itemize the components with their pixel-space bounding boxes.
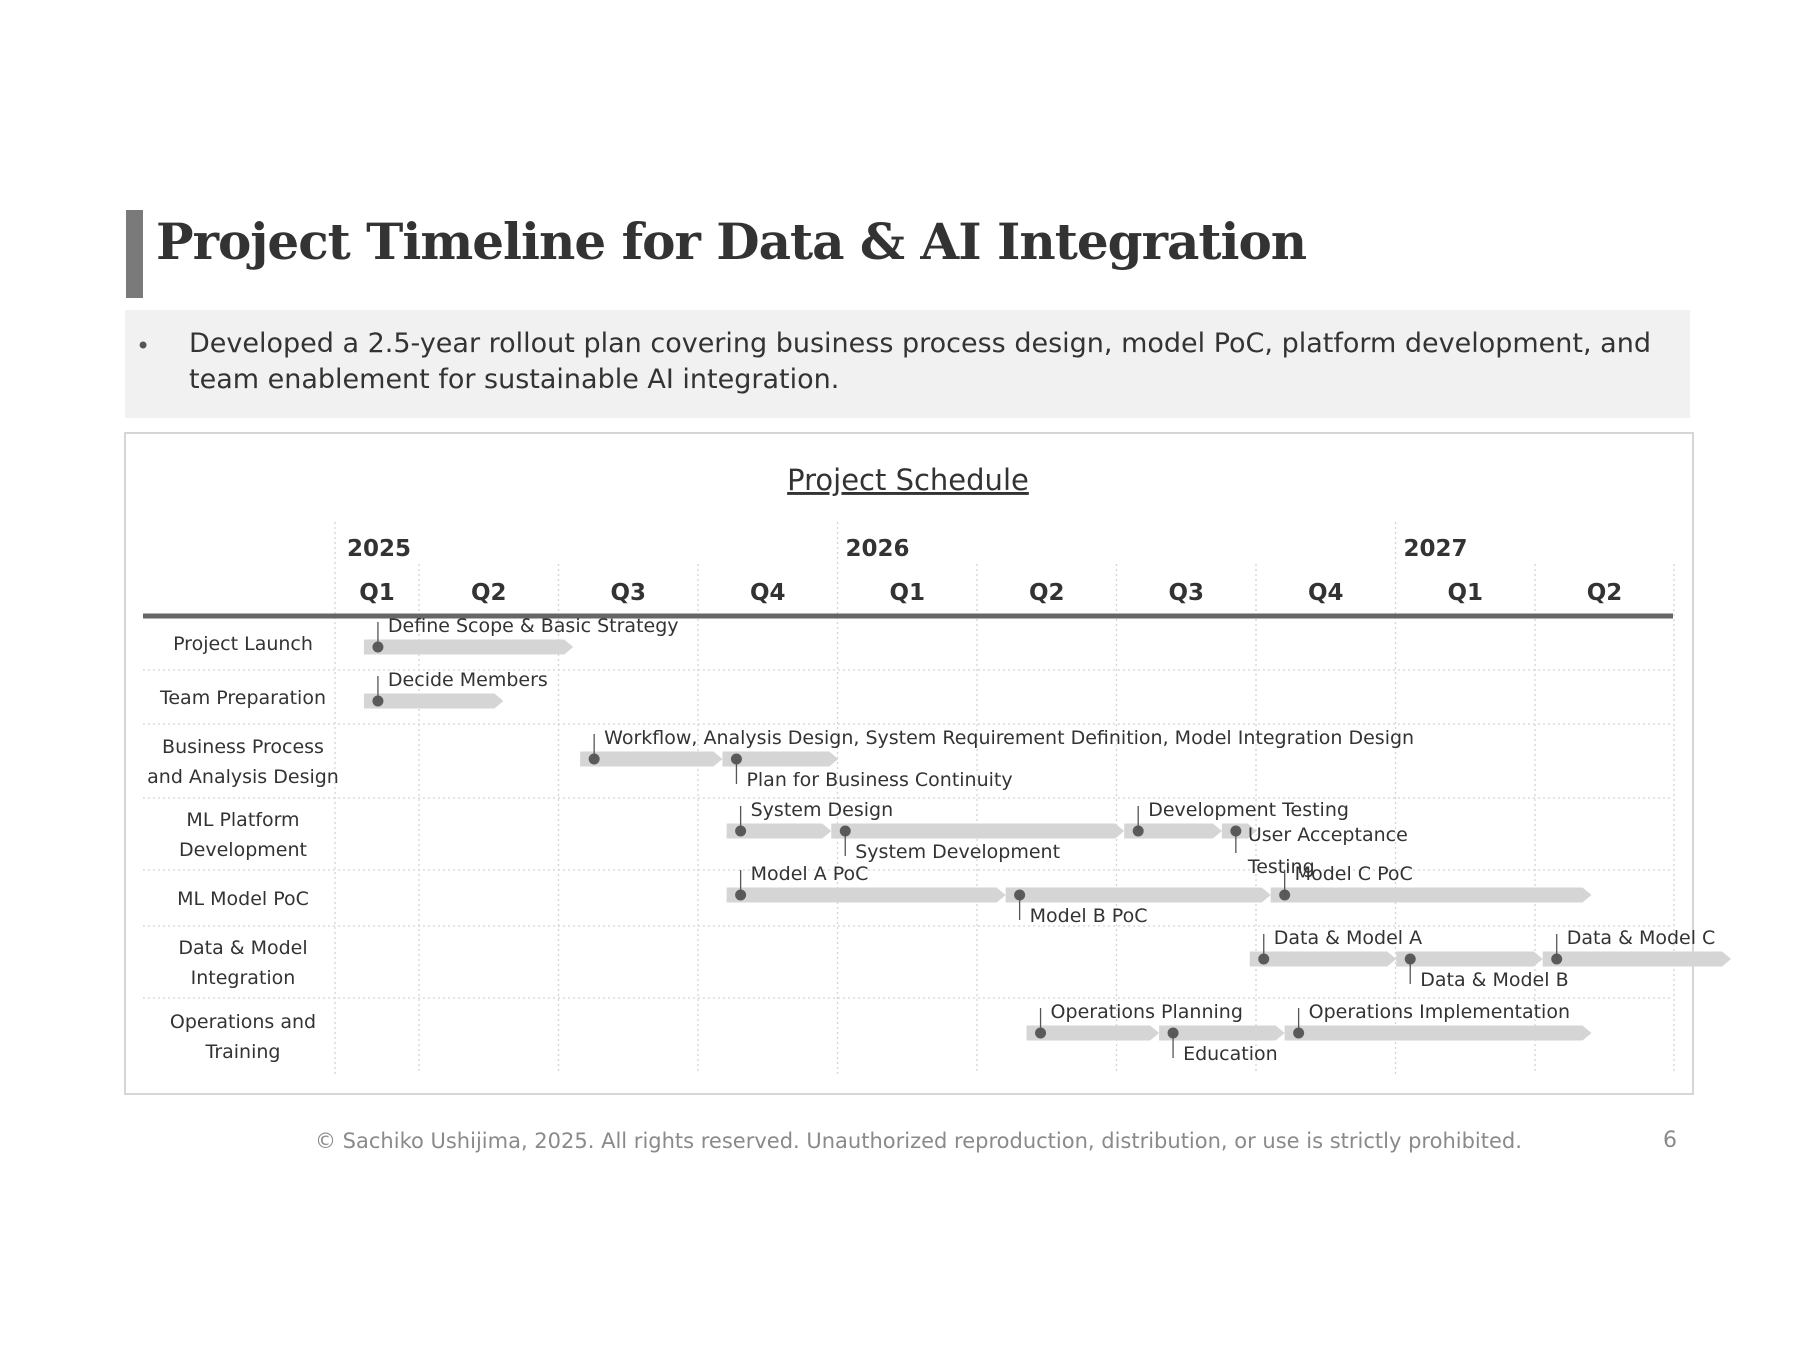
task-label: Model B PoC — [1029, 905, 1148, 927]
gantt-chart — [126, 434, 1716, 1093]
quarter-label: Q1 — [1447, 580, 1484, 606]
task-label: Model C PoC — [1294, 863, 1413, 885]
bullet-marker: • — [136, 332, 151, 360]
task-bar — [1027, 1026, 1160, 1041]
schedule-panel — [124, 432, 1716, 1095]
task-label: Decide Members — [387, 669, 548, 691]
row-label: and Analysis Design — [147, 766, 339, 788]
summary-box — [125, 310, 1690, 418]
task-bar — [364, 694, 504, 709]
quarter-label: Q2 — [1028, 580, 1065, 606]
task-label: Model A PoC — [750, 863, 869, 885]
task-label: Development Testing — [1148, 799, 1349, 821]
row-label: Integration — [190, 967, 296, 989]
task-label: Workflow, Analysis Design, System Requirement Definition, Model Integration Design — [604, 727, 1415, 749]
copyright-footer: © Sachiko Ushijima, 2025. All rights reserved. Unauthorized reproduction, distribution, or use is strictly prohibited. — [315, 1129, 1522, 1153]
task-bar — [580, 752, 722, 767]
task-label: System Development — [855, 841, 1061, 863]
row-label: ML Model PoC — [177, 888, 309, 910]
quarter-label: Q1 — [889, 580, 926, 606]
row-label: Training — [205, 1041, 281, 1063]
task-label: User Acceptance — [1247, 824, 1408, 846]
row-label: ML Platform — [186, 809, 300, 831]
task-label: Define Scope & Basic Strategy — [387, 615, 679, 637]
task-label: Data & Model A — [1273, 927, 1423, 949]
task-label: Data & Model C — [1566, 927, 1716, 949]
task-bar — [1396, 952, 1542, 967]
quarter-label: Q1 — [359, 580, 395, 606]
quarter-label: Q3 — [1168, 580, 1205, 606]
task-label: Data & Model B — [1420, 969, 1569, 991]
task-bar — [1271, 888, 1592, 903]
task-bar — [1285, 1026, 1592, 1041]
task-label: System Design — [750, 799, 894, 821]
task-bar — [364, 640, 573, 655]
page-number: 6 — [1663, 1128, 1677, 1153]
row-label: Team Preparation — [159, 687, 327, 709]
task-bar — [727, 888, 1006, 903]
row-label: Project Launch — [173, 633, 313, 655]
summary-text: Developed a 2.5-year rollout plan covering business process design, model PoC, platform development, and team enablement for sustainable AI integration. — [189, 328, 1651, 395]
chart-title: Project Schedule — [787, 463, 1029, 497]
task-bar — [1250, 952, 1396, 967]
quarter-label: Q4 — [1307, 580, 1344, 606]
year-label: 2026 — [845, 536, 910, 562]
year-label: 2027 — [1403, 536, 1468, 562]
row-label: Business Process — [162, 736, 324, 758]
task-bar — [1006, 888, 1271, 903]
year-label: 2025 — [347, 536, 412, 562]
task-label: Operations Planning — [1050, 1001, 1243, 1023]
quarter-label: Q4 — [749, 580, 786, 606]
task-bar — [1543, 952, 1731, 967]
row-label: Development — [179, 839, 307, 861]
task-label: Plan for Business Continuity — [746, 769, 1013, 791]
row-label: Data & Model — [178, 937, 308, 959]
quarter-label: Q2 — [470, 580, 507, 606]
title-accent-bar — [126, 210, 143, 298]
task-bar — [831, 824, 1124, 839]
quarter-label: Q2 — [1586, 580, 1623, 606]
task-label: Education — [1183, 1043, 1278, 1065]
page-title: Project Timeline for Data & AI Integration — [156, 212, 1307, 271]
task-label: Operations Implementation — [1308, 1001, 1570, 1023]
task-label: Testing — [1247, 856, 1315, 878]
row-label: Operations and — [169, 1011, 317, 1033]
quarter-label: Q3 — [610, 580, 647, 606]
